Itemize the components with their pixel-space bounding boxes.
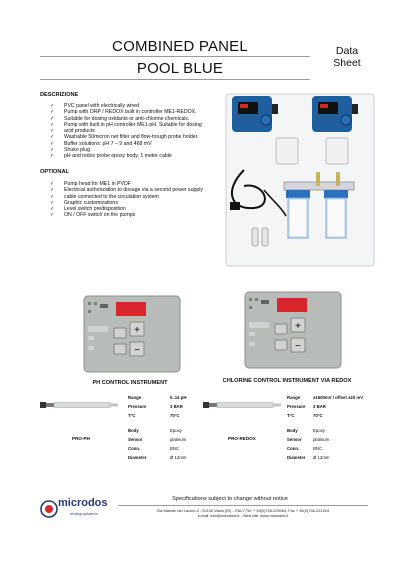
svg-text:+: + [134,325,140,336]
spec-label: Diameter [287,455,306,460]
list-item: ✓ Pump head for ME1 in PVDF [50,181,203,187]
logo-subtitle: dosing systems [70,511,98,516]
list-item: ✓ acid products [50,128,202,134]
optional-heading: OPTIONAL [40,169,69,175]
datasheet-line2: Sheet [333,57,361,69]
footer-divider [118,505,368,506]
filter-right-icon [324,190,348,238]
panel-photo [224,90,376,270]
spec-value: ±1500mV / offset ±20 mV [313,395,364,400]
spec-label: Sensor [128,437,143,442]
spec-label: Conn. [128,446,141,451]
list-item: ✓ Suitable for dosing oxidants or anti-chlorine chemicals. [50,116,202,122]
redox-caption: CHLORINE CONTROL INSTRUMENT VIA REDOX [222,378,352,384]
ph-controller-image [82,294,182,374]
spec-value: platinum [313,437,330,442]
list-item: ✓ Shuko plug [50,147,202,153]
spec-value: Ø 12mm [170,455,187,460]
spec-label: Range [128,395,142,400]
list-item: ✓ ON / OFF switch on the pumps [50,212,203,218]
svg-text:+: + [295,321,301,332]
list-item: ✓ Electrical authorization to dosage via a second power supply [50,187,203,193]
svg-text:−: − [134,345,140,356]
page-title: COMBINED PANEL [112,38,248,55]
spec-label: T°C [128,413,136,418]
spec-label: Body [287,428,298,433]
redox-model-label: PRO-REDOX [228,436,256,441]
spec-label: Conn. [287,446,300,451]
spec-label: Pressure [287,404,306,409]
list-item: ✓ PVC panel with electrically wired [50,103,202,109]
datasheet-line1: Data [335,45,359,57]
descrizione-list [50,103,202,160]
spec-label: Sensor [287,437,302,442]
pump-left-icon [232,96,272,132]
spec-value: BNC [313,446,323,451]
address-line1: Via Maestri del Lavoro,3 - 02100 Vazia (RI) - ITALY Tel. + 39(0)746-229064, Fax + 39(0)746-221224 [156,508,330,513]
spec-value: 70°C [170,413,180,418]
page-subtitle: POOL BLUE [136,60,224,77]
title-divider-bottom [40,79,310,80]
spec-label: Body [128,428,139,433]
ph-caption: PH CONTROL INSTRUMENT [92,380,168,386]
descrizione-heading: DESCRIZIONE [40,92,79,98]
optional-list [50,181,203,219]
spec-value: platinum [170,437,187,442]
list-item: ✓ Buffer solutions: pH 7 – 9 and 468 mV [50,141,202,147]
svg-text:−: − [295,341,301,352]
spec-value: 70°C [313,413,323,418]
pump-right-icon [312,96,352,132]
spec-label: T°C [287,413,295,418]
spec-value: Epoxy [313,428,325,433]
spec-value: Ø 12mm [313,455,330,460]
redox-controller-image [243,290,343,370]
spec-value: Epoxy [170,428,182,433]
list-item: ✓ pH and redox probe epoxy body, 1 meter cable [50,153,202,159]
filter-left-icon [286,190,310,238]
list-item: ✓ Graphic customizations [50,200,203,206]
logo-text: microdos [58,497,108,509]
title-divider [40,56,310,57]
footer-notice: Specifications subject to change without notice [172,496,288,502]
list-item: ✓ cable connected to the circulation system [50,194,203,200]
spec-value: BNC [170,446,180,451]
address-line2: e-mail: info@microdos.it - Web site: www.microdos.it [197,513,289,518]
spec-value: 0..14 pH [170,395,187,400]
spec-value: 3 BAR [170,404,183,409]
datasheet-label [322,45,372,69]
spec-label: Range [287,395,301,400]
ph-model-label: PRO-PH [72,436,90,441]
spec-label: Diameter [128,455,147,460]
list-item: ✓ Pump with ORP / REDOX built in controller ME1-REDOX. [50,109,202,115]
list-item: ✓ Pump with built in pH controller ME1-pH. Suitable for dosing [50,122,202,128]
footer-address [118,508,368,518]
list-item: ✓ Level switch predisposition [50,206,203,212]
ph-probe-image [40,400,118,410]
spec-label: Pressure [128,404,147,409]
list-item: ✓ Washable 50micron net filter and flow-trough probe holder. [50,134,202,140]
spec-value: 3 BAR [313,404,326,409]
redox-probe-image [203,400,281,410]
